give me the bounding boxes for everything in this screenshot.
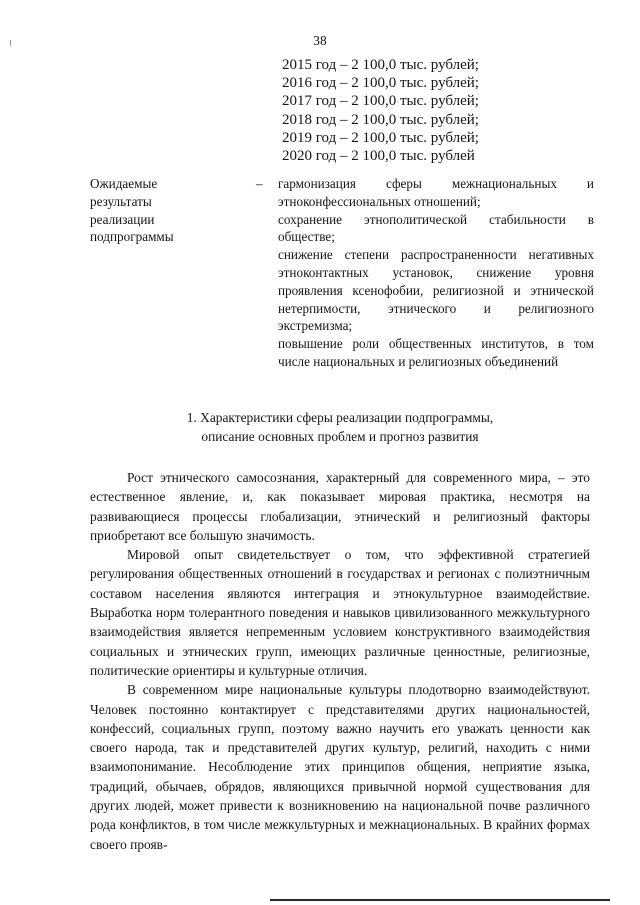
expected-results-list	[278, 175, 594, 371]
result-item-institutions-role: повышение роли общественных институтов, в том числе национальных и религиозных объединений	[278, 336, 594, 369]
funding-line-2016: 2016 год – 2 100,0 тыс. рублей;	[282, 75, 479, 92]
section-heading	[90, 409, 590, 446]
expected-results-label	[90, 175, 240, 246]
page-number: 38	[313, 33, 327, 48]
label-line: реализации	[90, 211, 155, 227]
paragraph: Рост этнического самосознания, характерный для современного мира, – это естественное явление, и, как показывает мировая практика, несмотря на развивающиеся процессы глобализации, этнический и религиозный факторы приобретают все большую значимость.	[90, 470, 590, 543]
funding-line-2020: 2020 год – 2 100,0 тыс. рублей	[282, 148, 475, 165]
paragraph: В современном мире национальные культуры плодотворно взаимодействуют. Человек постоянно контактирует с представителями других национальностей, конфессий, социальных групп, поэтому важно научить его уважать ценности как своего народа, так и представителей других культур, религий, находить с ними взаимопонимание. Несоблюдение этих принципов общения, неприятие языка, традиций, обычаев, обрядов, являющихся привычной нормой существования для других людей, может привести к возникновению на национальной почве различного рода конфликтов, в том числе межкультурных и межнациональных. В крайних формах своего прояв-	[90, 682, 590, 852]
funding-line-2019: 2019 год – 2 100,0 тыс. рублей;	[282, 129, 479, 146]
section-heading-line1: 1. Характеристики сферы реализации подпрограммы,	[186, 410, 494, 425]
paragraph: Мировой опыт свидетельствует о том, что эффективной стратегией регулирования общественных отношений в государствах и регионах с полиэтничным составом населения являются интеграция и этнокультурное взаимодействие. Выработка норм толерантного поведения и навыков цивилизованного межкультурного взаимодействия является непременным условием конструктивного взаимодействия социальных и этнических групп, имеющих различные ценностные, религиозные, политические ориентиры и культурные отличия.	[90, 547, 590, 678]
label-line: результаты	[90, 193, 152, 209]
result-item-harmonization: гармонизация сферы межнациональных и этноконфессиональных отношений;	[278, 176, 594, 209]
label-line: подпрограммы	[90, 229, 174, 245]
section-heading-line2: описание основных проблем и прогноз развития	[201, 428, 479, 444]
funding-line-2017: 2017 год – 2 100,0 тыс. рублей;	[282, 93, 479, 110]
body-text	[90, 468, 590, 854]
funding-line-2015: 2015 год – 2 100,0 тыс. рублей;	[282, 57, 479, 73]
label-line: Ожидаемые	[90, 176, 158, 191]
label-dash: –	[256, 176, 263, 191]
result-item-stability: сохранение этнополитической стабильности в обществе;	[278, 211, 594, 245]
funding-list	[282, 56, 612, 165]
bottom-scan-edge	[270, 899, 610, 901]
funding-line-2018: 2018 год – 2 100,0 тыс. рублей;	[282, 111, 479, 128]
result-item-xenophobia-reduction: снижение степени распространенности негативных этноконтактных установок, снижение уровня проявления ксенофобии, религиозной и этнической нетерпимости, этнического и религиозного экстремизма;	[278, 247, 594, 334]
